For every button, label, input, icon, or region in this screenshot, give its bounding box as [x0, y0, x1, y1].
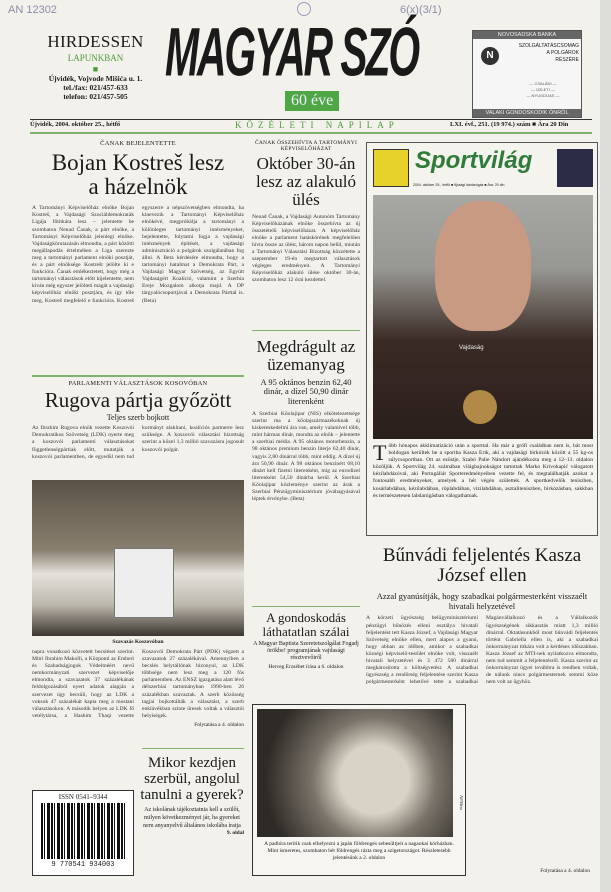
barcode-digits: 9 770541 934003 — [51, 861, 115, 869]
headline[interactable]: Bojan Kostreš lesz a házelnök — [51, 150, 225, 200]
handwritten-archive-number: AN 12302 — [8, 4, 57, 16]
divider — [142, 748, 244, 749]
dateline: Újvidék, 2004. október 25., hétfő — [30, 121, 121, 128]
advertise-box — [38, 32, 153, 101]
sportvilag-title: Sportvilág — [415, 147, 533, 174]
bank-name: NOVOSADSKA BANKA — [473, 31, 581, 39]
headline[interactable]: Október 30-án lesz az alakuló ülés — [255, 154, 357, 209]
headline[interactable]: Megdrágult az üzemanyag — [256, 337, 356, 374]
article-body: Az Ibrahim Rugova elnök vezette Koszovói Demokratikus Szövetség (LDK) nyerte meg a koszovói parlamenti választásokat függetlenségpártiak előtt, mutatják a koszovói parlamentben, de egyedül nem tud kormányt alakítani, koalíciós partnerre lesz szüksége. A koszovói választási bizottság szerint a közel 1,3 millió szavazásra jogosult koszovói polgár. — [32, 425, 244, 460]
ad-address: Újvidék, Vojvode Mišića u. 1. — [48, 74, 143, 83]
photo-caption: Szavazás Koszovóban — [112, 639, 164, 645]
subhead: A 95 oktános benzin 62,40 dinár, a dízel 50,90 dinár literenként — [260, 376, 352, 407]
divider — [252, 606, 360, 607]
ad-phone: telefon: 021/457-505 — [63, 92, 128, 101]
photo-wrestler — [373, 195, 593, 439]
headline[interactable]: Bűnvádi feljelentés Kasza József ellen — [382, 545, 582, 586]
bank-logo-icon: N — [481, 47, 499, 65]
bank-item: — CSALÁDI — — [529, 81, 557, 86]
sport-meta: 2004. október 25., hétfő ■ Ifjúsági labdarúgás ■ Ára: 20 din — [413, 183, 505, 187]
divider — [32, 375, 244, 377]
ballot-box — [114, 548, 174, 618]
ad-subtitle: LAPUNKBAN — [67, 53, 124, 63]
issn-barcode-box — [32, 790, 134, 876]
rugova-continued — [32, 639, 244, 729]
subhead: Azzal gyanúsítják, hogy szabadkai polgármesterként visszaélt hivatali helyzetével — [376, 590, 588, 611]
bank-line: RÉSZÉRE — [555, 57, 579, 63]
photo-quake-hospital — [257, 709, 453, 837]
bank-ad — [472, 30, 582, 118]
article-fuel — [252, 338, 360, 503]
masthead-logo — [165, 13, 460, 112]
article-rugova — [32, 380, 244, 461]
photo-credit: AP/Beta — [459, 795, 464, 811]
tagline: KÖZÉLETI NAPILAP — [235, 120, 399, 130]
page-ref[interactable]: 9. oldal — [226, 830, 244, 837]
bank-item: — NYUGDÍJAS — — [526, 93, 560, 98]
ad-title: HIRDESSEN — [47, 32, 144, 51]
sport-thumbnail — [557, 149, 593, 187]
article-body: Nenad Čanak, a Vajdasági Autonóm Tartomány Képviselőházának elnöke összehívta az új összetételű képviselőházat. A képviselőház elnöke a parlament hatáskörének megfelelően hívta össze az ülést, három napon belül, miután a Tartományi Választási Bizottság közzétette a szeptember 19-én megtartott választások végleges eredményeit. A Tartományi Képviselőház alakuló ülése október 30-án, szombaton lesz 12 órai kezdettel. — [252, 213, 360, 284]
subhead: Az iskolának tájékoztatnia kell a szülőt, milyen következményei jár, ha gyereket nem anyanyelvű általános iskolába íratja — [143, 807, 241, 830]
issue-info: LXI. évf., 251. (19 974.) szám ■ Ára 20 Din — [450, 121, 569, 128]
photo-caption: A padlóra terítik csak elhelyezni a japán földrengés sebesültjeit a nagaokai kórházban. Mint ismeretes, szombaton hét földrengés rázta meg a szigetországot. Részletesebb jelentésünk a 2. oldalon — [264, 841, 454, 861]
article-language-learning — [140, 756, 244, 837]
subhead: Teljes szerb bojkott — [106, 413, 170, 423]
article-kasza — [366, 546, 598, 686]
quake-photo-box — [252, 704, 466, 876]
article-body: A körzeti ügyészség belügyminisztériumi pénzügyi bűnözés elleni osztálya hivatali feljelentést tett Kasza József, a Vajdasági Magyar Szövetség elnöke ellen, mert alapos a gyanú, hogy abban az időben, amikor a szabadkai községi képviselő-testület elnöke volt, visszaélt hivatali helyzetével és 3 472 580 dinárral megkárosította a költségvetést. A szabadkai ügyészség a rendőrség feljelentése szerint Kasza polgármesterként lehetővé tette a szabadkai Magánvállalkozó és a Vállalkozók ügyészségének sikkasztás miatt 1,3 millió dinárral. Oktatásunkból most bűnvádi feljelentés történt Gabriella ellen is, aki a szabadkai önkormányzat titkára volt a kérdéses időszakban. Kasza József az MTI-nek nyilatkozva elmondta, nem tud semmit a feljelentésről. Kasza szerint az önkormányzat ügyei továbbra is rendben voltak, de nálunk nincs polgármesternek semmi köze nem volt az ügyhöz. — [366, 615, 598, 686]
article-care — [252, 611, 360, 670]
article-body: A Szerbiai Kőolajipar (NIS) elkötelezettsége szerint ma a kőolajszármazékoknak új kiskereskedelmi ára van, amely valamivel több, mint hármas dinár, mondta az elnök – jelentette a szerbiai média. A 95 oktános motorbenzin, a 98 oktános premium benzin literje 62,40 dinár, vagyis 2,80 dinárral több, mint eddig. A dízel új ára 50,90 dinár. A 98 oktános benzinért 68,10 dinárt kell fizetni literenként, míg az eurodízel literenként 54,50 dinárba kerül. A Szerbiai Kőolajipar közleménye szerint az árak a Szerbiai Pénzügyminisztérium jóváhagyásával léptek érvénybe. (Beta) — [252, 410, 360, 503]
masthead-green-rule — [30, 132, 592, 134]
ad-fax: tel./fax: 021/457-633 — [63, 83, 128, 92]
medal-ribbon-text: Vajdaság — [459, 345, 484, 351]
athlete-face — [435, 201, 531, 331]
page-ref[interactable]: Herceg Erzsébet írása a 6. oldalon — [268, 663, 344, 670]
sportvilag-box[interactable] — [366, 142, 598, 536]
headline[interactable]: A gondoskodás láthatatlan szálai — [262, 610, 350, 639]
kicker: ČANAK ÖSSZEHÍVTA A TARTOMÁNYI KÉPVISELŐHÁZAT — [254, 140, 358, 152]
kicker: PARLAMENTI VÁLASZTÁSOK KOSOVÓBAN — [68, 380, 208, 387]
medal-icon — [463, 390, 497, 424]
article-kostres — [32, 140, 244, 305]
barcode — [41, 803, 125, 859]
bank-line: SZOLGÁLTATÁSCSOMAG — [518, 43, 579, 49]
divider — [252, 330, 360, 331]
bank-slogan: VALAKI GONDOSKODIK ÖNRŐL — [473, 109, 581, 117]
headline[interactable]: Rugova pártja győzött — [44, 388, 232, 412]
article-body: napra vonatkozó közvetett becslései szerint. Mitri Ibrahim Makolli, a Központi az Emberi és Szabadságjogok Védelméért nevű nemkormányzati szervezet képviselője elmondta, a szavazatok 37 százalékának feldolgozásából nyert adatok alapján a szervezet úgy becsüli, hogy az LDK a voksok 47 százalékát kapta meg a mostani választásokon. A második helyen az LDK fő vetélytársa, a Hashim Thaqi vezette Koszovói Demokrata Párt (PDK) végzett a szavazatok 27 százalékával. Amennyiben a becslés helytállónak bizonyul, az LDK többsége nem lesz meg a 120 fős parlamentben. Az ENSZ igazgatása alatt lévő délszerbiai tartományban 1990-ben 26 százalékban szavaztak. A szerb közösség tagjai bojkottálták a választást, a szerb enklávékban szinte üresek voltak a választói helyiségek. — [32, 649, 244, 719]
bank-line: A POLGÁROK — [546, 50, 579, 56]
article-body: A Tartományi Képviselőház elnöke Bojan Kostreš, a Vajdasági Szociáldemokraták Ligája főtitkára lesz – jelentette be szombaton Nenad Čanak, a párt elnöke, a Tartományi Képviselőház jelenlegi elnöke. Vajdaságkörutazásán elmondta, a párt közötti megállapodás értelmében a Liga szerezte meg a tartományi parlament elnöki posztját, és a párt elnöksége Kostrešt jelölte ki e funkcióra. Čanak emlékeztetett, hogy még a tartományi választások előtt kijelentette, nem kíván még egyszer jelölteti magát a vajdasági képviselőház elnöki posztjára, és így tőle meg, Kostreš megfelelő e funkcióra. Kostreš egyszerre a népszövetségben elmondta, ha kinevezik a Tartományi Képviselőház elnökévé, megpróbálja a tartományi a különleges tartományi intézményeket, bejelentette, folytatni fogja a vajdasági intézmények építését, a vajdasági adminisztráció a polgárok szolgálatában fog állni. A Beta kérdésére elmondta, hogy a tartományi hatalmat a Demokrata Párt, a Vajdasági Magyar Szövetség, az Együtt Vajdaságért Koalíció, valamint a Szerbia Ereje Mozgalom alkotja majd. A DP tárgyalócsoportjával a Demokrata Párttal is. (Beta) — [32, 205, 244, 304]
bank-item: — ÜZLETI — — [530, 87, 555, 92]
photo-kosovo-voting — [32, 480, 244, 636]
teaser: A Magyar Baptista Szeretetszolgálat Fogadj örökbe! programjának vajdasági résztvevőiről — [253, 641, 359, 662]
continued-link[interactable]: Folytatása a 4. oldalon — [540, 868, 590, 874]
headline[interactable]: Mikor kezdjen szerbül, angolul tanulni a gyerek? — [140, 755, 244, 803]
handwritten-page-ref: 6(x)(3/1) — [400, 4, 442, 16]
logo-text: MAGYAR SZÓ — [165, 13, 419, 91]
anniversary-badge: 60 éve — [285, 91, 339, 111]
scan-edge — [600, 0, 611, 892]
sport-logo-icon — [373, 149, 409, 187]
ad-bullet: ■ — [92, 64, 99, 74]
article-body: öbb hónapos akklimatizáció után a sporttal. Ha már a grófi családban nem is, hát most boldogan kerültek be a sportba Kasza Erik, aki a vajdasági birkózók között a 55 kg-os súlycsoportban. Ott az ezüstje, Szabó Palie Nándort ajándékozta meg a 12–13. oldalon közöljük. A Sportvilág 24. számában világbajnokságot tartottak Marko Krivokapić válogatott kézilabdázóval, aki Portugáliát Sporteredményeiben vezette fel, és megtalálhatják azokat a fontosabb eredményeket, amelyek a hét végén születtek. A sportkedvelők teniszben, kosárlabdában, kézilabdában, röplabdában, vízilabdában, asztaliteniszben, birkózásban, sakkban és természetesen labdarúgásban válogathatnak. — [373, 443, 593, 499]
drop-cap: T — [373, 440, 387, 465]
continued-link[interactable]: Folytatása a 4. oldalon — [194, 721, 244, 728]
issn-label: ISSN 0541–9344 — [58, 793, 108, 801]
article-session — [252, 140, 360, 284]
kicker: ČANAK BEJELENTETTE — [100, 140, 176, 147]
